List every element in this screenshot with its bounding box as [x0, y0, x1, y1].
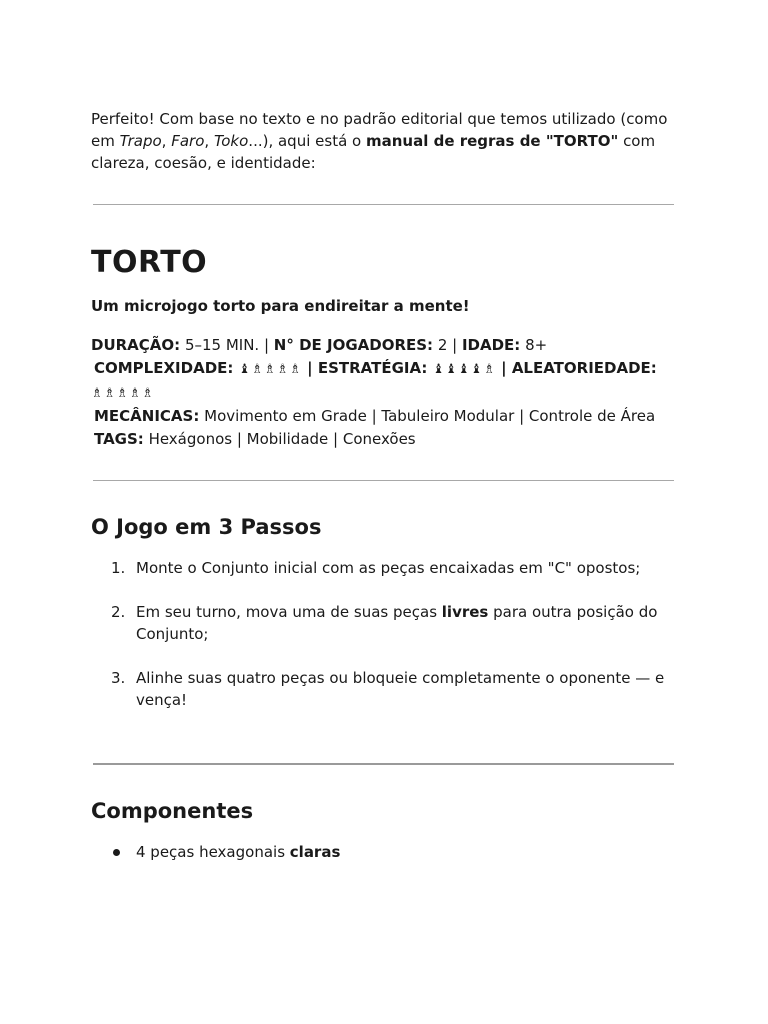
- list-item-text: Monte o Conjunto inicial com as peças encaixadas em "C" opostos;: [136, 559, 641, 577]
- game-subtitle: Um microjogo torto para endireitar a mente!: [91, 297, 470, 315]
- intro-manual-emphasis: manual de regras de "TORTO": [365, 132, 619, 150]
- age-label: IDADE:: [461, 336, 521, 354]
- list-item-text: Em seu turno, mova uma de suas peças: [136, 603, 442, 621]
- section-heading-components: Componentes: [91, 799, 254, 823]
- intro-paragraph: [91, 108, 676, 174]
- list-item-number: 1.: [111, 559, 126, 577]
- players-label: N° DE JOGADORES:: [273, 336, 434, 354]
- list-item: [91, 667, 676, 711]
- complexity-label: COMPLEXIDADE:: [94, 359, 239, 377]
- list-item-emphasis: livres: [441, 603, 489, 621]
- list-item-text: Alinhe suas quatro peças ou bloqueie completamente o oponente — e vença!: [136, 669, 665, 709]
- intro-text: Perfeito! Com base no texto e no padrão editorial que temos utilizado (como em: [91, 110, 668, 150]
- meta-line-randomness: [91, 381, 676, 405]
- players-value: 2 |: [433, 336, 462, 354]
- intro-title-toko: Toko: [213, 132, 249, 150]
- intro-title-faro: Faro: [171, 132, 205, 150]
- game-metadata: [91, 334, 676, 451]
- separator: |: [301, 359, 318, 377]
- strategy-label: ESTRATÉGIA:: [317, 359, 433, 377]
- bullet-icon: [113, 849, 120, 856]
- intro-text: ,: [161, 132, 172, 150]
- list-item-number: 3.: [111, 669, 126, 687]
- randomness-label: ALEATORIEDADE:: [511, 359, 657, 377]
- list-item-text: para outra posição do Conjunto;: [136, 603, 658, 643]
- list-item-text: 4 peças hexagonais: [136, 843, 290, 861]
- meta-line-mechanics: [91, 405, 676, 428]
- complexity-rating-icons: ♝♗♗♗♗: [238, 362, 302, 377]
- tags-label: TAGS:: [94, 430, 144, 448]
- separator: |: [495, 359, 512, 377]
- list-item-number: 2.: [111, 603, 126, 621]
- meta-line-ratings: [91, 357, 676, 381]
- intro-text: ...), aqui está o: [248, 132, 366, 150]
- intro-text: com clareza, coesão, e identidade:: [91, 132, 656, 172]
- intro-text: ,: [204, 132, 214, 150]
- game-title: TORTO: [91, 245, 208, 280]
- randomness-rating-icons: ♗♗♗♗♗: [91, 386, 155, 401]
- duration-value: 5–15 MIN. |: [180, 336, 274, 354]
- meta-line-basic: [91, 334, 676, 357]
- mechanics-label: MECÂNICAS:: [94, 407, 200, 425]
- intro-title-trapo: Trapo: [119, 132, 162, 150]
- section-heading-steps: O Jogo em 3 Passos: [91, 515, 322, 539]
- strategy-rating-icons: ♝♝♝♝♗: [432, 362, 496, 377]
- mechanics-value: Movimento em Grade | Tabuleiro Modular | Controle de Área: [199, 407, 656, 425]
- tags-value: Hexágonos | Mobilidade | Conexões: [143, 430, 416, 448]
- meta-line-tags: [91, 428, 676, 451]
- list-item: [91, 601, 676, 645]
- steps-list: [91, 557, 676, 711]
- duration-label: DURAÇÃO:: [91, 336, 181, 354]
- list-item: [91, 841, 676, 863]
- age-value: 8+: [520, 336, 548, 354]
- components-list: [91, 841, 676, 863]
- list-item: [91, 557, 676, 579]
- list-item-emphasis: claras: [289, 843, 341, 861]
